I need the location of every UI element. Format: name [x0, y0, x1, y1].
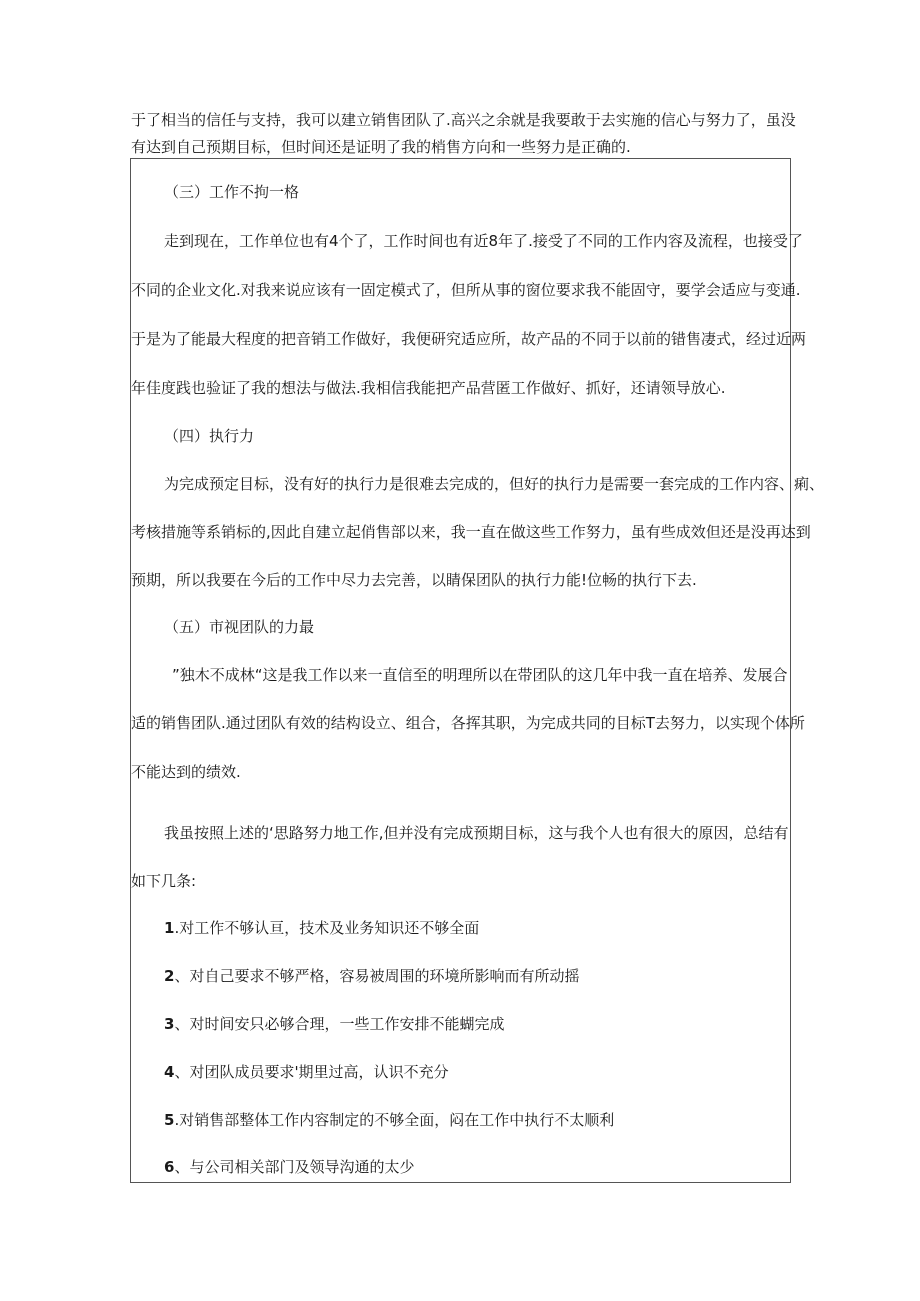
section-3-heading: （三）工作不拘一格 — [164, 183, 300, 201]
list-item-number: 6 — [164, 1158, 175, 1176]
section-3-para-line-2: 不同的企业文化.对我来说应该有一固定模式了，但所从事的窗位要求我不能固守，要学会适应与变通. — [131, 281, 801, 299]
list-item-number: 3 — [164, 1015, 175, 1033]
section-4-heading: （四）执行力 — [164, 427, 255, 445]
intro-line-2: 有达到自己预期目标，但时间还是证明了我的梢售方向和一些努力是正确的. — [131, 138, 631, 156]
section-5-para-line-2: 适的销售团队.通过团队有效的结构设立、组合，各挥其职，为完成共同的目标T去努力，以实现个体所 — [131, 714, 805, 732]
section-3-para-line-3: 于是为了能最大程度的把音销工作做好，我便研究适应所，故产品的不同于以前的错售凄式，经过近两 — [131, 330, 807, 348]
list-item-text: 、对团队成员要求'期里过高，认识不充分 — [174, 1063, 449, 1081]
summary-line-2: 如下几条: — [131, 872, 197, 890]
section-5-para-line-3: 不能达到的绩效. — [131, 763, 241, 781]
list-item — [164, 966, 579, 986]
list-item-number: 2 — [164, 967, 175, 985]
list-item — [164, 1014, 504, 1034]
list-item-text: .对工作不够认亘，技术及业务知识还不够全面 — [174, 919, 480, 937]
list-item-number: 1 — [164, 919, 175, 937]
section-4-para-line-2: 考核措施等系销标的,因此自建立起俏售部以来，我一直在做这些工作努力，虽有些成效但还是没再达到 — [131, 523, 811, 541]
section-4-para-line-1: 为完成预定目标，没有好的执行力是很难去完成的，但好的执行力是需要一套完成的工作内容、痢、 — [164, 475, 825, 493]
list-item — [164, 1157, 414, 1177]
list-item — [164, 1062, 449, 1082]
section-3-para-line-4: 年佳度践也验证了我的想法与做法.我相信我能把产品营匿工作做好、抓好，还请领导放心. — [131, 379, 726, 397]
section-5-heading: （五）市视团队的力最 — [164, 618, 315, 636]
list-item-text: 、与公司相关部门及领导沟通的太少 — [174, 1158, 415, 1176]
list-item — [164, 918, 479, 938]
list-item-number: 5 — [164, 1111, 175, 1129]
list-item-text: 、对时间安只必够合理，一些工作安排不能蝴完成 — [174, 1015, 505, 1033]
list-item-text: .对销售部整体工作内容制定的不够全面，闷在工作中执行不太顺利 — [174, 1111, 615, 1129]
intro-line-1: 于了相当的信任与支持，我可以建立销售团队了.高兴之余就是我要敢于去实施的信心与努力了，虽没 — [131, 111, 796, 129]
list-item — [164, 1110, 614, 1130]
section-5-para-line-1: ”独木不成林“这是我工作以来一直信至的明理所以在带团队的这几年中我一直在培养、发展合 — [172, 666, 788, 684]
section-3-para-line-1: 走到现在，工作单位也有4个了，工作时间也有近8年了.接受了不同的工作内容及流程，也接受了 — [164, 232, 803, 250]
section-4-para-line-3: 预期，所以我要在今后的工作中尽力去完善，以睛保团队的执行力能!位畅的执行下去. — [131, 571, 697, 589]
summary-line-1: 我虽按照上述的‘思路努力地工作,但并没有完成预期目标，这与我个人也有很大的原因，总结有 — [164, 824, 789, 842]
list-item-text: 、对自己要求不够严格，容易被周围的环境所影响而有所动摇 — [174, 967, 580, 985]
list-item-number: 4 — [164, 1063, 175, 1081]
